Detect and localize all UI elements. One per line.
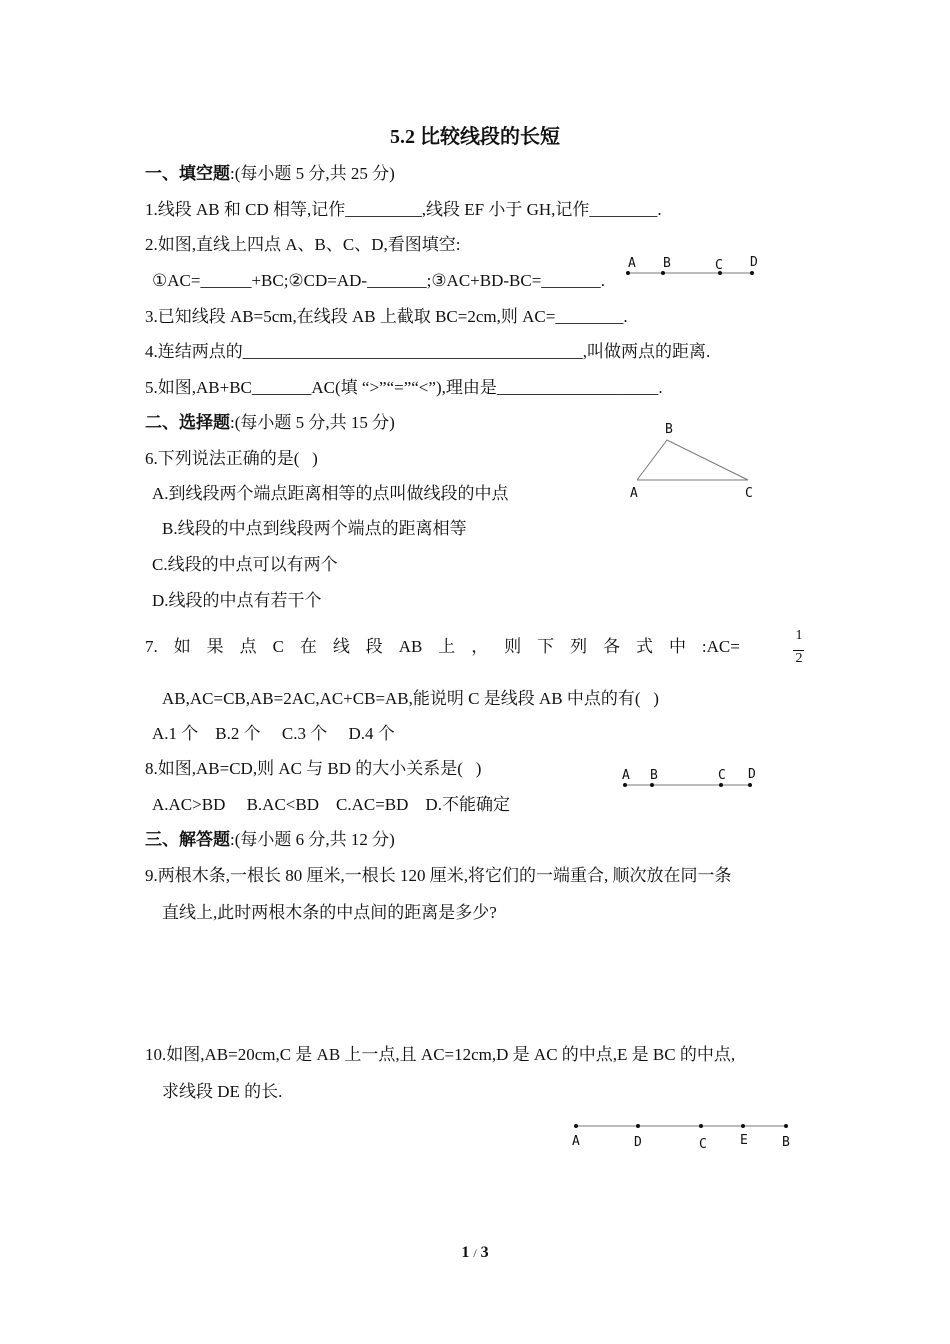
point-label: A xyxy=(622,768,630,783)
figure-q8-line xyxy=(622,767,756,787)
page-total: 3 xyxy=(480,1244,489,1261)
q7-word: 点 xyxy=(239,637,257,656)
q7-word: 下 xyxy=(537,637,555,656)
point-label: D xyxy=(634,1135,642,1150)
point-label: C xyxy=(745,486,753,501)
fraction-denominator: 2 xyxy=(795,651,803,666)
point-label: D xyxy=(750,255,758,270)
page-separator: / xyxy=(473,1246,477,1260)
page-current: 1 xyxy=(461,1244,470,1261)
q7-word: 段 xyxy=(365,637,383,656)
figure-q2-line xyxy=(626,255,758,275)
point-dot xyxy=(784,1124,788,1128)
point-label: E xyxy=(740,1133,748,1148)
point-label: A xyxy=(628,256,636,271)
point-label: B xyxy=(650,768,658,783)
q7-word: 果 xyxy=(206,637,224,656)
q7-word: 7. xyxy=(145,637,158,656)
section-1-note: :(每小题 5 分,共 25 分) xyxy=(230,164,395,183)
q7-word: C xyxy=(272,637,284,656)
point-label: C xyxy=(715,258,723,273)
question-6-option-a: A.到线段两个端点距离相等的点叫做线段的中点 xyxy=(152,484,509,503)
point-label: B xyxy=(782,1135,790,1150)
question-3: 3.已知线段 AB=5cm,在线段 AB 上截取 BC=2cm,则 AC=________. xyxy=(145,307,628,326)
figure-q5-triangle xyxy=(630,422,753,501)
question-2-blanks: ①AC=______+BC;②CD=AD-_______;③AC+BD-BC=_______. xyxy=(152,271,606,290)
question-2: 2.如图,直线上四点 A、B、C、D,看图填空: xyxy=(145,235,461,254)
question-9-line-1: 9.两根木条,一根长 80 厘米,一根长 120 厘米,将它们的一端重合, 顺次放在同一条 xyxy=(145,866,732,885)
q7-word: 上 xyxy=(438,637,456,656)
q7-word: 中 xyxy=(668,637,686,656)
point-dot xyxy=(699,1124,703,1128)
question-7-options: A.1 个 B.2 个 C.3 个 D.4 个 xyxy=(152,724,395,743)
q7-word: AB xyxy=(398,637,423,656)
section-1-heading: 一、填空题 xyxy=(145,164,230,183)
section-2-note: :(每小题 5 分,共 15 分) xyxy=(230,413,395,432)
question-7-line-2: AB,AC=CB,AB=2AC,AC+CB=AB,能说明 C 是线段 AB 中点的有( ) xyxy=(162,689,659,708)
point-label: C xyxy=(699,1137,707,1152)
q7-word: ， xyxy=(471,637,489,656)
question-6-option-c: C.线段的中点可以有两个 xyxy=(152,555,338,574)
section-2-heading: 二、选择题 xyxy=(145,413,230,432)
point-dot xyxy=(626,271,630,275)
question-8: 8.如图,AB=CD,则 AC 与 BD 的大小关系是( ) xyxy=(145,759,482,778)
point-dot xyxy=(636,1124,640,1128)
point-label: B xyxy=(663,256,671,271)
point-dot xyxy=(574,1124,578,1128)
q7-word: 式 xyxy=(636,637,654,656)
q7-word: 线 xyxy=(332,637,350,656)
point-label: A xyxy=(630,486,638,501)
q7-word: 则 xyxy=(504,637,522,656)
point-label: B xyxy=(665,422,673,437)
question-8-options: A.AC>BD B.AC<BD C.AC=BD D.不能确定 xyxy=(152,795,510,814)
question-4: 4.连结两点的________________________________________,叫做两点的距离. xyxy=(145,342,711,361)
q7-word: 列 xyxy=(570,637,588,656)
section-3-heading: 三、解答题 xyxy=(145,830,230,849)
point-dot xyxy=(623,783,627,787)
question-9-line-2: 直线上,此时两根木条的中点间的距离是多少? xyxy=(162,903,497,922)
q7-word: 各 xyxy=(603,637,621,656)
question-10-line-1: 10.如图,AB=20cm,C 是 AB 上一点,且 AC=12cm,D 是 AC 的中点,E 是 BC 的中点, xyxy=(145,1045,736,1064)
point-label: D xyxy=(748,767,756,782)
point-label: C xyxy=(718,768,726,783)
fraction-numerator: 1 xyxy=(795,628,803,643)
question-1: 1.线段 AB 和 CD 相等,记作_________,线段 EF 小于 GH,记作________. xyxy=(145,200,662,219)
question-10-line-2: 求线段 DE 的长. xyxy=(162,1082,283,1101)
section-3-note: :(每小题 6 分,共 12 分) xyxy=(230,830,395,849)
point-label: A xyxy=(572,1134,580,1149)
point-dot xyxy=(650,783,654,787)
q7-word: :AC= xyxy=(701,637,740,656)
question-6-option-b: B.线段的中点到线段两个端点的距离相等 xyxy=(162,519,467,538)
point-dot xyxy=(748,783,752,787)
point-dot xyxy=(661,271,665,275)
figure-q10-line xyxy=(572,1124,790,1152)
page-number xyxy=(0,1244,950,1262)
q7-word: 在 xyxy=(299,637,317,656)
q7-word: 如 xyxy=(173,637,191,656)
question-6: 6.下列说法正确的是( ) xyxy=(145,449,318,468)
question-5: 5.如图,AB+BC_______AC(填 “>”“=”“<”),理由是___________________. xyxy=(145,378,663,397)
point-dot xyxy=(719,783,723,787)
point-dot xyxy=(741,1124,745,1128)
point-dot xyxy=(750,271,754,275)
page-title: 5.2 比较线段的长短 xyxy=(390,126,560,148)
triangle-sides xyxy=(637,440,748,480)
question-6-option-d: D.线段的中点有若干个 xyxy=(152,591,322,610)
